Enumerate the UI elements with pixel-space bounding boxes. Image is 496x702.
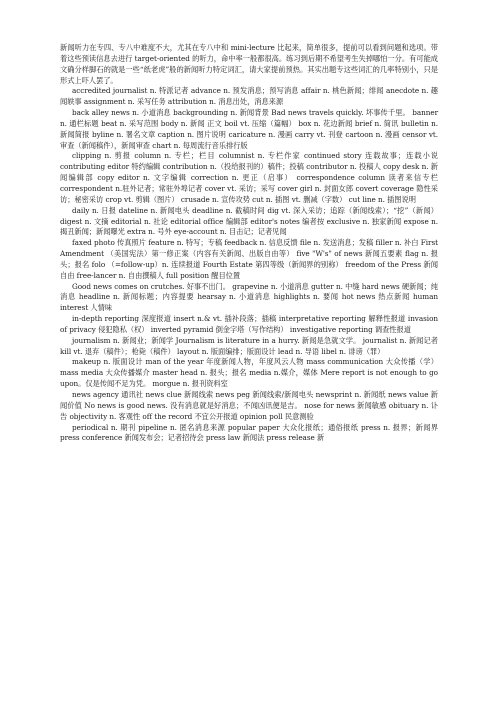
glossary-paragraph-p: periodical n. 期刊 pipeline n. 匿名消息来源 popular paper 大众化报纸；通俗报纸 press n. 报界；新闻界 press conference 新闻发布会；记者招待会 press law 新闻法 press release 新	[60, 422, 438, 443]
glossary-paragraph-j-l: journalism n. 新闻业；新闻学 Journalism is literature in a hurry. 新闻是急就文学。 journalist n. 新闻记者 kill vt. 退弃（稿件）；枪毙（稿件） layout n. 版面编排；版面设计 lead n. 导语 libel n. 诽谤（罪）	[60, 335, 438, 356]
glossary-paragraph-n-o: news agency 通讯社 news clue 新闻线索 news peg 新闻线索/新闻电头 newsprint n. 新闻纸 news value 新闻价值 No news is good news. 没有消息就是好消息；不闻凶讯便是吉。 nose for news 新闻敏感 obituary n. 讣告 objectivity n. 客观性 off the record 不宜公开报道 opinion poll 民意测验	[60, 390, 438, 421]
document-page	[60, 43, 438, 444]
glossary-paragraph-d: daily n. 日报 dateline n. 新闻电头 deadline n. 截稿时间 dig vt. 深入采访；追踪（新闻线索）；“挖”（新闻） digest n. 文摘 editorial n. 社论 editorial office 编辑部 editor's notes 编者按 exclusive n. 独家新闻 expose n. 揭丑新闻；新闻曝光 extra n. 号外 eye-account n. 目击记；记者见闻	[60, 205, 438, 237]
glossary-paragraph-a: accredited journalist n. 特派记者 advance n. 预发消息；预写消息 affair n. 桃色新闻；绯闻 anecdote n. 趣闻轶事 assignment n. 采写任务 attribution n. 消息出处，消息来源	[60, 86, 438, 107]
glossary-paragraph-g-h: Good news comes on crutches. 好事不出门。 grapevine n. 小道消息 gutter n. 中缝 hard news 硬新闻；纯消息 headline n. 新闻标题；内容提要 hearsay n. 小道消息 highlights n. 要闻 hot news 热点新闻 human interest 人情味	[60, 281, 438, 313]
intro-paragraph: 新闻听力在专四、专八中难度不大，尤其在专八中和 mini-lecture 比起来，简单很多，提前可以看到问题和选项。带着这些预读信息去进行 target-oriented 的听力，命中率一般都很高。练习到后期不希望考生失掉哪怕一分。有可能成文确分样脚石的就是一些“纸老虎”般的新闻听力特定词汇，请大家提前预热。其实出题专这些词汇的几率特别小，只是形式上吓人罢了。	[60, 43, 438, 85]
glossary-paragraph-f: faxed photo 传真照片 feature n. 特写；专稿 feedback n. 信息反馈 file n. 发送消息；发稿 filler n. 补白 First Amendment （美国宪法）第一修正案（内容有关新闻、出版自由等） five "W's" of news 新闻五要素 flag n. 报头；报名 folo （=follow-up）n. 连续报道 Fourth Estate 第四等级（新闻界的别称） freedom of the Press 新闻自由 free-lancer n. 自由撰稿人 full position 醒目位置	[60, 238, 438, 280]
glossary-paragraph-c: clipping n. 剪报 column n. 专栏；栏目 columnist n. 专栏作家 continued story 连载故事；连载小说 contributing editor 特约编辑 contribution n.（投给报刊的）稿件；投稿 contributor n. 投稿人 copy desk n. 新闻编辑部 copy editor n. 文字编辑 correction n. 更正（启事） correspondence column 读者来信专栏 correspondent n.驻外记者；常驻外埠记者 cover vt. 采访；采写 cover girl n. 封面女郎 covert coverage 隐性采访；秘密采访 crop vt. 剪辑（图片） crusade n. 宣传攻势 cut n. 插图 vt. 删减（字数） cut line n. 插图说明	[60, 151, 438, 204]
glossary-paragraph-i: in-depth reporting 深度报道 insert n.& vt. 插补段落；插稿 interpretative reporting 解释性报道 invasion of privacy 侵犯隐私（权） inverted pyramid 倒金字塔（写作结构） investigative reporting 调查性报道	[60, 314, 438, 334]
glossary-paragraph-b: back alley news n. 小道消息 backgrounding n. 新闻背景 Bad news travels quickly. 坏事传千里。 banner n. 通栏标题 beat n. 采写范围 body n. 新闻 正文 boil vt. 压缩（篇幅） box n. 花边新闻 brief n. 简讯 bulletin n. 新闻简报 byline n. 署名文章 caption n. 图片说明 caricature n. 漫画 carry vt. 刊登 cartoon n. 漫画 censor vt. 审查（新闻稿件），新闻审查 chart n. 每周流行音乐排行版	[60, 108, 438, 150]
glossary-paragraph-m: makeup n. 版面设计 man of the year 年度新闻人物，年度风云人物 mass communication 大众传播（学） mass media 大众传播媒介 master head n. 报头；报名 media n.媒介，媒体 Mere report is not enough to go upon。仅是传闻不足为凭。 morgue n. 报刊资料室	[60, 357, 438, 389]
